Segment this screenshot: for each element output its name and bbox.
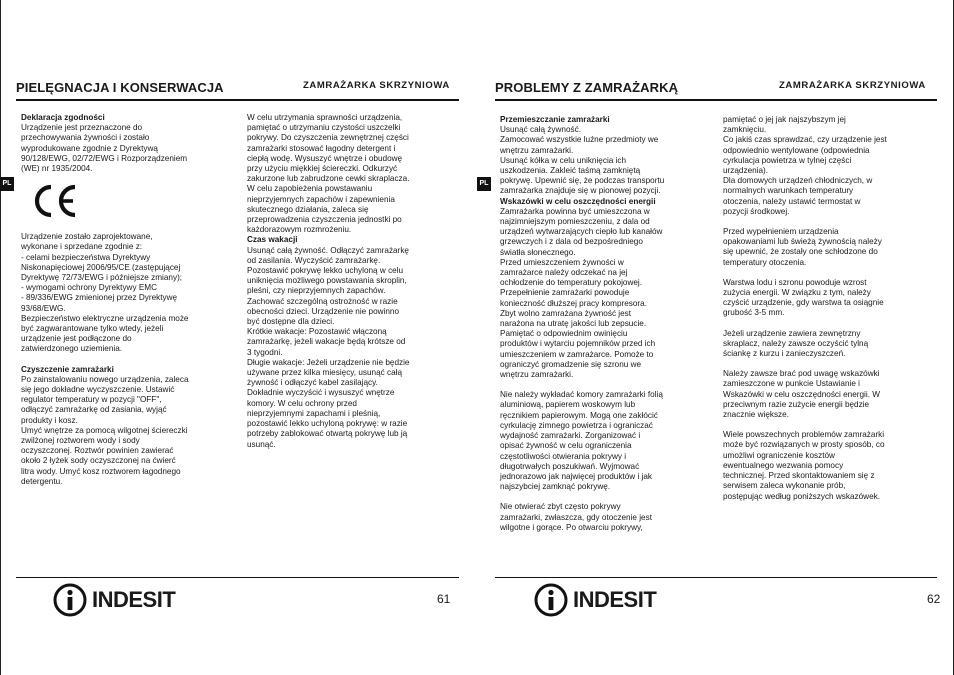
text-column-2 [247, 113, 457, 450]
paragraph: Po zainstalowaniu nowego urządzenia, zaleca się jego dokładne wyczyszczenie. Ustawić regulator temperatury w pozycji "OFF", odłączyć zamrażarkę od zasiania, wyjąć produkty i kosz. Umyć wnętrze za pomocą wilgotnej ściereczki zwilżonej roztworem wody i sody oczyszczonej. Roztwór powinien zawierać około 2 łyżek sody oczyszczonej na ćwierć litra wody. Umyć kosz roztworem łagodnego detergentu. [21, 374, 189, 486]
paragraph: Usunąć całą żywność. Odłączyć zamrażarkę od zasilania. Wyczyścić zamrażarkę. Pozostawić pokrywę lekko uchyloną w celu uniknięcia możliwego powstawania skroplin, pleśni, czy nieprzyjemnych zapachów. Zachować szczególną ostrożność w razie obecności dzieci. Urządzenie nie powinno być dostępne dla dzieci. Krótkie wakacje: Pozostawić włączoną zamrażarkę, jeżeli wakacje będą krótsze od 3 tygodni. Długie wakacje: Jeżeli urządzenie nie będzie używane przez kilka miesięcy, usunąć całą żywność i odłączyć kabel zasilający. Dokładnie wyczyścić i wysuszyć wnętrze komory. W celu ochrony przed nieprzyjemnymi zapachami i pleśnią, pozostawić lekko uchyloną pokrywę: w razie potrzeby zablokować otwartą pokrywę lub ją usunąć. [247, 245, 410, 449]
heading-declaration: Deklaracja zgodności [21, 113, 105, 122]
page-62 [477, 0, 954, 675]
heading-moving: Przemieszczanie zamrażarki [500, 115, 610, 124]
heading-energy-saving: Wskazówki w celu oszczędności energii [500, 196, 656, 206]
paragraph: Urządzenie zostało zaprojektowane, wykonane i sprzedane zgodnie z: - celami bezpieczeństwa Dyrektywy Niskonapięciowej 2006/95/CE (zastępującej Dyrektywę 72/73/EWG i późniejsze zmiany); - wymogami ochrony Dyrektywy EMC - 89/336/EWG zmienionej przez Dyrektywę 93/68/EWG. Bezpieczeństwo elektryczne urządzenia może być zagwarantowane tylko wtedy, jeżeli urządzenie jest podłączone do zatwierdzonego uziemienia. [21, 232, 189, 354]
paragraph: Należy zawsze brać pod uwagę wskazówki zamieszczone w punkcie Ustawianie i Wskazówki w celu oszczędności energii. W przeciwnym razie zużycie energii będzie znacznie większe. [723, 369, 880, 420]
paragraph: Urządzenie jest przeznaczone do przechowywania żywności i zostało wyprodukowane zgodnie z Dyrektywą 90/128/EWG, 02/72/EWG i Rozporządzeniem (WE) nr 1935/2004. [21, 123, 188, 174]
section-title: PIELĘGNACJA I KONSERWACJA [16, 80, 224, 95]
paragraph: Zamrażarka powinna być umieszczona w najzimniejszym pomieszczeniu, z dala od urządzeń wytwarzających ciepło lub kanałów grzewczych i z dala od bezpośredniego światła słonecznego. Przed umieszczeniem żywności w zamrażarce należy odczekać na jej ochłodzenie do temperatury pokojowej. Przepełnienie zamrażarki powoduje konieczność dłuższej pracy kompresora. Zbyt wolno zamrażana żywność jest narażona na utratę jakości lub zepsucie. Pamiętać o odpowiednim owinięciu produktów i wytarciu pojemników przed ich umieszczeniem w zamrażarce. Pomoże to ograniczyć gromadzenie się szronu we wnętrzu zamrażarki. [500, 206, 663, 380]
header-rule [495, 99, 937, 101]
document-type-label: ZAMRAŻARKA SKRZYNIOWA [303, 80, 450, 91]
paragraph: pamiętać o jej jak najszybszym jej zamknięciu. Co jakiś czas sprawdzać, czy urządzenie jest odpowiednio wentylowane (odpowiednia cyrkulacja powietrza w tylnej części urządzenia). Dla domowych urządzeń chłodniczych, w normalnych warunkach temperatury otoczenia, należy ustawić termostat w pozycji środkowej. [723, 115, 887, 216]
indesit-logo-icon [534, 583, 568, 617]
text-column-1 [21, 113, 226, 487]
brand-name: INDESIT [573, 587, 657, 612]
ce-mark-icon [31, 184, 79, 218]
document-type-label: ZAMRAŻARKA SKRZYNIOWA [779, 80, 926, 91]
paragraph: Usunąć całą żywność. Zamocować wszystkie luźne przedmioty we wnętrzu zamrażarki. Usunąć kółka w celu uniknięcia ich uszkodzenia. Zakleić taśmą zamkniętą pokrywę. Upewnić się, że podczas transportu zamrażarka znajduje się w pionowej pozycji. [500, 125, 665, 196]
indesit-logo-icon [53, 583, 87, 617]
footer-rule [495, 577, 937, 578]
brand-logo [534, 583, 656, 617]
footer-rule [16, 577, 459, 578]
brand-logo [53, 583, 175, 617]
paragraph: Nie należy wykładać komory zamrażarki folią aluminiową, papierem woskowym lub ręcznikiem papierowym. Mogą one zakłócić cyrkulację zimnego powietrza i ograniczać wydajność zamrażarki. Zorganizować i opisać żywność w celu ograniczenia częstotliwości otwierania pokrywy i długotrwałych poszukiwań. Wyjmować jednorazowo jak najwięcej produktów i jak najszybciej zamknąć pokrywę. [500, 390, 663, 492]
paragraph: Nie otwierać zbyt często pokrywy zamrażarki, zwłaszcza, gdy otoczenie jest wilgotne i gorące. Po otwarciu pokrywy, [500, 502, 652, 532]
brand-name: INDESIT [92, 587, 176, 612]
heading-holidays: Czas wakacji [247, 235, 298, 245]
section-title: PROBLEMY Z ZAMRAŻARKĄ [495, 80, 679, 95]
paragraph: Wiele powszechnych problemów zamrażarki może być rozwiązanych w prosty sposób, co umożliwi ograniczenie kosztów ewentualnego wezwania pomocy technicznej. Przed skontaktowaniem się z serwisem zaleca wykonanie prób, postępując według poniższych wskazówek. [723, 430, 885, 501]
heading-cleaning: Czyszczenie zamrażarki [21, 364, 114, 374]
text-column-1 [500, 115, 705, 533]
paragraph: Warstwa lodu i szronu powoduje wzrost zużycia energii. W związku z tym, należy czyścić urządzenie, gdy warstwa ta osiągnie grubość 3-5 mm. [723, 277, 884, 318]
language-tab: PL [0, 177, 14, 191]
ce-mark-container [21, 174, 226, 232]
text-column-2 [723, 115, 935, 502]
page-number: 61 [437, 592, 451, 606]
language-tab: PL [477, 177, 491, 191]
header-rule [16, 99, 459, 101]
paragraph: Jeżeli urządzenie zawiera zewnętrzny skraplacz, należy zawsze oczyścić tylną ściankę z kurzu i zanieczyszczeń. [723, 328, 869, 359]
page-number: 62 [927, 592, 941, 606]
paragraph: W celu utrzymania sprawności urządzenia, pamiętać o utrzymaniu czystości uszczelki pokrywy. Do czyszczenia zewnętrznej części zamrażarki stosować łagodny detergent i ciepłą wodę. Wysuszyć wnętrze i obudowę przy użyciu miękkiej ściereczki. Odkurzyć zakurzone lub zabrudzone cewki skraplacza. W celu zapobieżenia powstawaniu nieprzyjemnych zapachów i zapewnienia skutecznego działania, zaleca się przeprowadzenia czyszczenia jednostki po każdorazowym rozmrożeniu. [247, 113, 410, 235]
paragraph: Przed wypełnieniem urządzenia opakowaniami lub świeżą żywnością należy się upewnić, że zostały one schłodzone do temperatury otoczenia. [723, 227, 882, 267]
